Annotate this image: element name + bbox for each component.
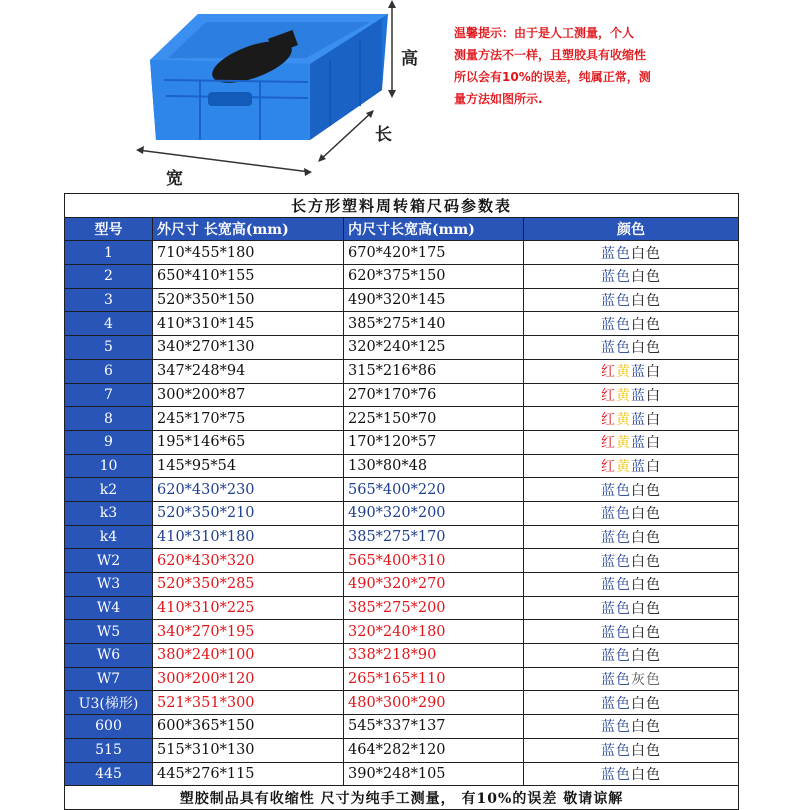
table-row — [65, 525, 739, 549]
color-word: 蓝色 — [601, 648, 631, 665]
inner-size-cell: 490*320*270 — [344, 573, 524, 597]
notice-line: 所以会有10%的误差，纯属正常，测 — [454, 70, 651, 84]
notice-line: 测量方法不一样，且塑胶具有收缩性 — [454, 48, 647, 62]
outer-size-cell: 410*310*225 — [153, 596, 344, 620]
color-word: 白 — [646, 458, 661, 475]
color-cell — [524, 454, 739, 478]
inner-size-cell: 320*240*125 — [344, 336, 524, 360]
table-row — [65, 644, 739, 668]
color-word: 蓝 — [631, 411, 646, 428]
color-cell — [524, 573, 739, 597]
color-word: 红 — [601, 364, 616, 381]
color-word: 蓝色 — [601, 743, 631, 760]
color-word: 红 — [601, 435, 616, 452]
outer-size-cell: 300*200*87 — [153, 383, 344, 407]
color-cell — [524, 691, 739, 715]
width-label: 宽 — [166, 169, 183, 189]
model-cell: 8 — [65, 407, 153, 431]
outer-size-cell: 520*350*210 — [153, 501, 344, 525]
color-word: 白色 — [631, 553, 661, 570]
color-word: 蓝色 — [601, 245, 631, 262]
color-cell — [524, 501, 739, 525]
outer-size-cell: 340*270*195 — [153, 620, 344, 644]
measurement-notice — [454, 22, 694, 110]
color-word: 灰色 — [631, 672, 661, 689]
inner-size-cell: 565*400*220 — [344, 478, 524, 502]
inner-size-cell: 490*320*200 — [344, 501, 524, 525]
color-cell — [524, 738, 739, 762]
table-title: 长方形塑料周转箱尺码参数表 — [65, 194, 739, 218]
table-footer-note: 塑胶制品具有收缩性 尺寸为纯手工测量， 有10%的误差 敬请谅解 — [65, 786, 739, 810]
outer-size-cell: 710*455*180 — [153, 241, 344, 265]
table-row — [65, 312, 739, 336]
table-row — [65, 407, 739, 431]
model-cell: k2 — [65, 478, 153, 502]
table-row — [65, 573, 739, 597]
table-row — [65, 454, 739, 478]
color-word: 蓝 — [631, 387, 646, 404]
table-row — [65, 762, 739, 786]
table-row — [65, 596, 739, 620]
header-model: 型号 — [65, 217, 153, 241]
color-word: 红 — [601, 411, 616, 428]
table-row — [65, 620, 739, 644]
color-word: 白 — [646, 387, 661, 404]
color-word: 白色 — [631, 695, 661, 712]
color-word: 红 — [601, 458, 616, 475]
model-cell: 9 — [65, 430, 153, 454]
color-word: 蓝色 — [601, 719, 631, 736]
color-word: 白色 — [631, 293, 661, 310]
color-word: 白色 — [631, 601, 661, 618]
color-cell — [524, 762, 739, 786]
outer-size-cell: 145*95*54 — [153, 454, 344, 478]
table-row — [65, 501, 739, 525]
table-row — [65, 738, 739, 762]
model-cell: 3 — [65, 288, 153, 312]
color-cell — [524, 407, 739, 431]
inner-size-cell: 545*337*137 — [344, 715, 524, 739]
notice-line: 温馨提示：由于是人工测量，个人 — [454, 26, 635, 40]
inner-size-cell: 170*120*57 — [344, 430, 524, 454]
inner-size-cell: 670*420*175 — [344, 241, 524, 265]
model-cell: 2 — [65, 265, 153, 289]
outer-size-cell: 620*430*230 — [153, 478, 344, 502]
model-cell: W2 — [65, 549, 153, 573]
size-spec-table — [64, 193, 739, 810]
outer-size-cell: 520*350*150 — [153, 288, 344, 312]
model-cell: W6 — [65, 644, 153, 668]
model-cell: U3(梯形) — [65, 691, 153, 715]
color-word: 白色 — [631, 316, 661, 333]
table-row — [65, 336, 739, 360]
color-cell — [524, 525, 739, 549]
model-cell: 5 — [65, 336, 153, 360]
color-cell — [524, 288, 739, 312]
table-row — [65, 265, 739, 289]
color-word: 白色 — [631, 506, 661, 523]
outer-size-cell: 195*146*65 — [153, 430, 344, 454]
color-cell — [524, 715, 739, 739]
color-word: 蓝色 — [601, 553, 631, 570]
box-illustration — [120, 0, 420, 190]
outer-size-cell: 347*248*94 — [153, 359, 344, 383]
color-cell — [524, 478, 739, 502]
inner-size-cell: 385*275*140 — [344, 312, 524, 336]
color-word: 白色 — [631, 529, 661, 546]
color-cell — [524, 359, 739, 383]
model-cell: W7 — [65, 667, 153, 691]
inner-size-cell: 390*248*105 — [344, 762, 524, 786]
color-word: 蓝色 — [601, 269, 631, 286]
inner-size-cell: 385*275*170 — [344, 525, 524, 549]
color-word: 蓝 — [631, 435, 646, 452]
outer-size-cell: 620*430*320 — [153, 549, 344, 573]
outer-size-cell: 520*350*285 — [153, 573, 344, 597]
color-word: 白色 — [631, 482, 661, 499]
model-cell: W3 — [65, 573, 153, 597]
table-row — [65, 288, 739, 312]
color-word: 蓝色 — [601, 766, 631, 783]
color-cell — [524, 667, 739, 691]
outer-size-cell: 380*240*100 — [153, 644, 344, 668]
table-row — [65, 715, 739, 739]
outer-size-cell: 340*270*130 — [153, 336, 344, 360]
height-label: 高 — [401, 49, 418, 69]
color-word: 白色 — [631, 766, 661, 783]
color-cell — [524, 312, 739, 336]
color-word: 蓝色 — [601, 316, 631, 333]
color-word: 黄 — [616, 435, 631, 452]
outer-size-cell: 245*170*75 — [153, 407, 344, 431]
model-cell: k3 — [65, 501, 153, 525]
inner-size-cell: 265*165*110 — [344, 667, 524, 691]
color-word: 蓝色 — [601, 506, 631, 523]
model-cell: 4 — [65, 312, 153, 336]
color-cell — [524, 644, 739, 668]
color-word: 蓝色 — [601, 695, 631, 712]
color-word: 蓝 — [631, 458, 646, 475]
model-cell: 7 — [65, 383, 153, 407]
color-word: 蓝色 — [601, 577, 631, 594]
color-word: 白色 — [631, 245, 661, 262]
table-row — [65, 430, 739, 454]
color-word: 蓝色 — [601, 624, 631, 641]
color-word: 黄 — [616, 364, 631, 381]
model-cell: 600 — [65, 715, 153, 739]
blue-crate-icon — [120, 0, 420, 190]
color-word: 蓝色 — [601, 672, 631, 689]
outer-size-cell: 300*200*120 — [153, 667, 344, 691]
color-word: 白 — [646, 411, 661, 428]
model-cell: W5 — [65, 620, 153, 644]
color-word: 黄 — [616, 411, 631, 428]
color-word: 白色 — [631, 624, 661, 641]
model-cell: k4 — [65, 525, 153, 549]
color-word: 蓝 — [631, 364, 646, 381]
color-word: 白色 — [631, 340, 661, 357]
inner-size-cell: 565*400*310 — [344, 549, 524, 573]
model-cell: 10 — [65, 454, 153, 478]
color-cell — [524, 241, 739, 265]
color-word: 蓝色 — [601, 340, 631, 357]
color-word: 蓝色 — [601, 482, 631, 499]
color-word: 蓝色 — [601, 529, 631, 546]
color-cell — [524, 265, 739, 289]
color-word: 蓝色 — [601, 601, 631, 618]
header-outer-size: 外尺寸 长宽高(mm) — [153, 217, 344, 241]
color-word: 蓝色 — [601, 293, 631, 310]
inner-size-cell: 315*216*86 — [344, 359, 524, 383]
model-cell: W4 — [65, 596, 153, 620]
inner-size-cell: 130*80*48 — [344, 454, 524, 478]
color-cell — [524, 383, 739, 407]
table-row — [65, 549, 739, 573]
outer-size-cell: 650*410*155 — [153, 265, 344, 289]
inner-size-cell: 464*282*120 — [344, 738, 524, 762]
outer-size-cell: 600*365*150 — [153, 715, 344, 739]
color-cell — [524, 549, 739, 573]
table-row — [65, 691, 739, 715]
table-row — [65, 383, 739, 407]
header-color: 颜色 — [524, 217, 739, 241]
inner-size-cell: 480*300*290 — [344, 691, 524, 715]
inner-size-cell: 620*375*150 — [344, 265, 524, 289]
outer-size-cell: 515*310*130 — [153, 738, 344, 762]
table-row — [65, 359, 739, 383]
table-row — [65, 241, 739, 265]
inner-size-cell: 490*320*145 — [344, 288, 524, 312]
model-cell: 515 — [65, 738, 153, 762]
color-word: 白色 — [631, 577, 661, 594]
color-cell — [524, 596, 739, 620]
color-word: 白色 — [631, 269, 661, 286]
color-word: 黄 — [616, 458, 631, 475]
color-word: 红 — [601, 387, 616, 404]
color-word: 黄 — [616, 387, 631, 404]
color-word: 白色 — [631, 719, 661, 736]
color-cell — [524, 620, 739, 644]
inner-size-cell: 270*170*76 — [344, 383, 524, 407]
inner-size-cell: 320*240*180 — [344, 620, 524, 644]
model-cell: 6 — [65, 359, 153, 383]
notice-line: 量方法如图所示. — [454, 92, 543, 106]
length-label: 长 — [375, 125, 392, 145]
header-inner-size: 内尺寸长宽高(mm) — [344, 217, 524, 241]
inner-size-cell: 225*150*70 — [344, 407, 524, 431]
inner-size-cell: 338*218*90 — [344, 644, 524, 668]
inner-size-cell: 385*275*200 — [344, 596, 524, 620]
color-cell — [524, 336, 739, 360]
outer-size-cell: 410*310*145 — [153, 312, 344, 336]
model-cell: 1 — [65, 241, 153, 265]
outer-size-cell: 410*310*180 — [153, 525, 344, 549]
color-word: 白 — [646, 364, 661, 381]
color-word: 白色 — [631, 648, 661, 665]
color-cell — [524, 430, 739, 454]
color-word: 白色 — [631, 743, 661, 760]
outer-size-cell: 521*351*300 — [153, 691, 344, 715]
table-row — [65, 667, 739, 691]
outer-size-cell: 445*276*115 — [153, 762, 344, 786]
table-row — [65, 478, 739, 502]
model-cell: 445 — [65, 762, 153, 786]
color-word: 白 — [646, 435, 661, 452]
